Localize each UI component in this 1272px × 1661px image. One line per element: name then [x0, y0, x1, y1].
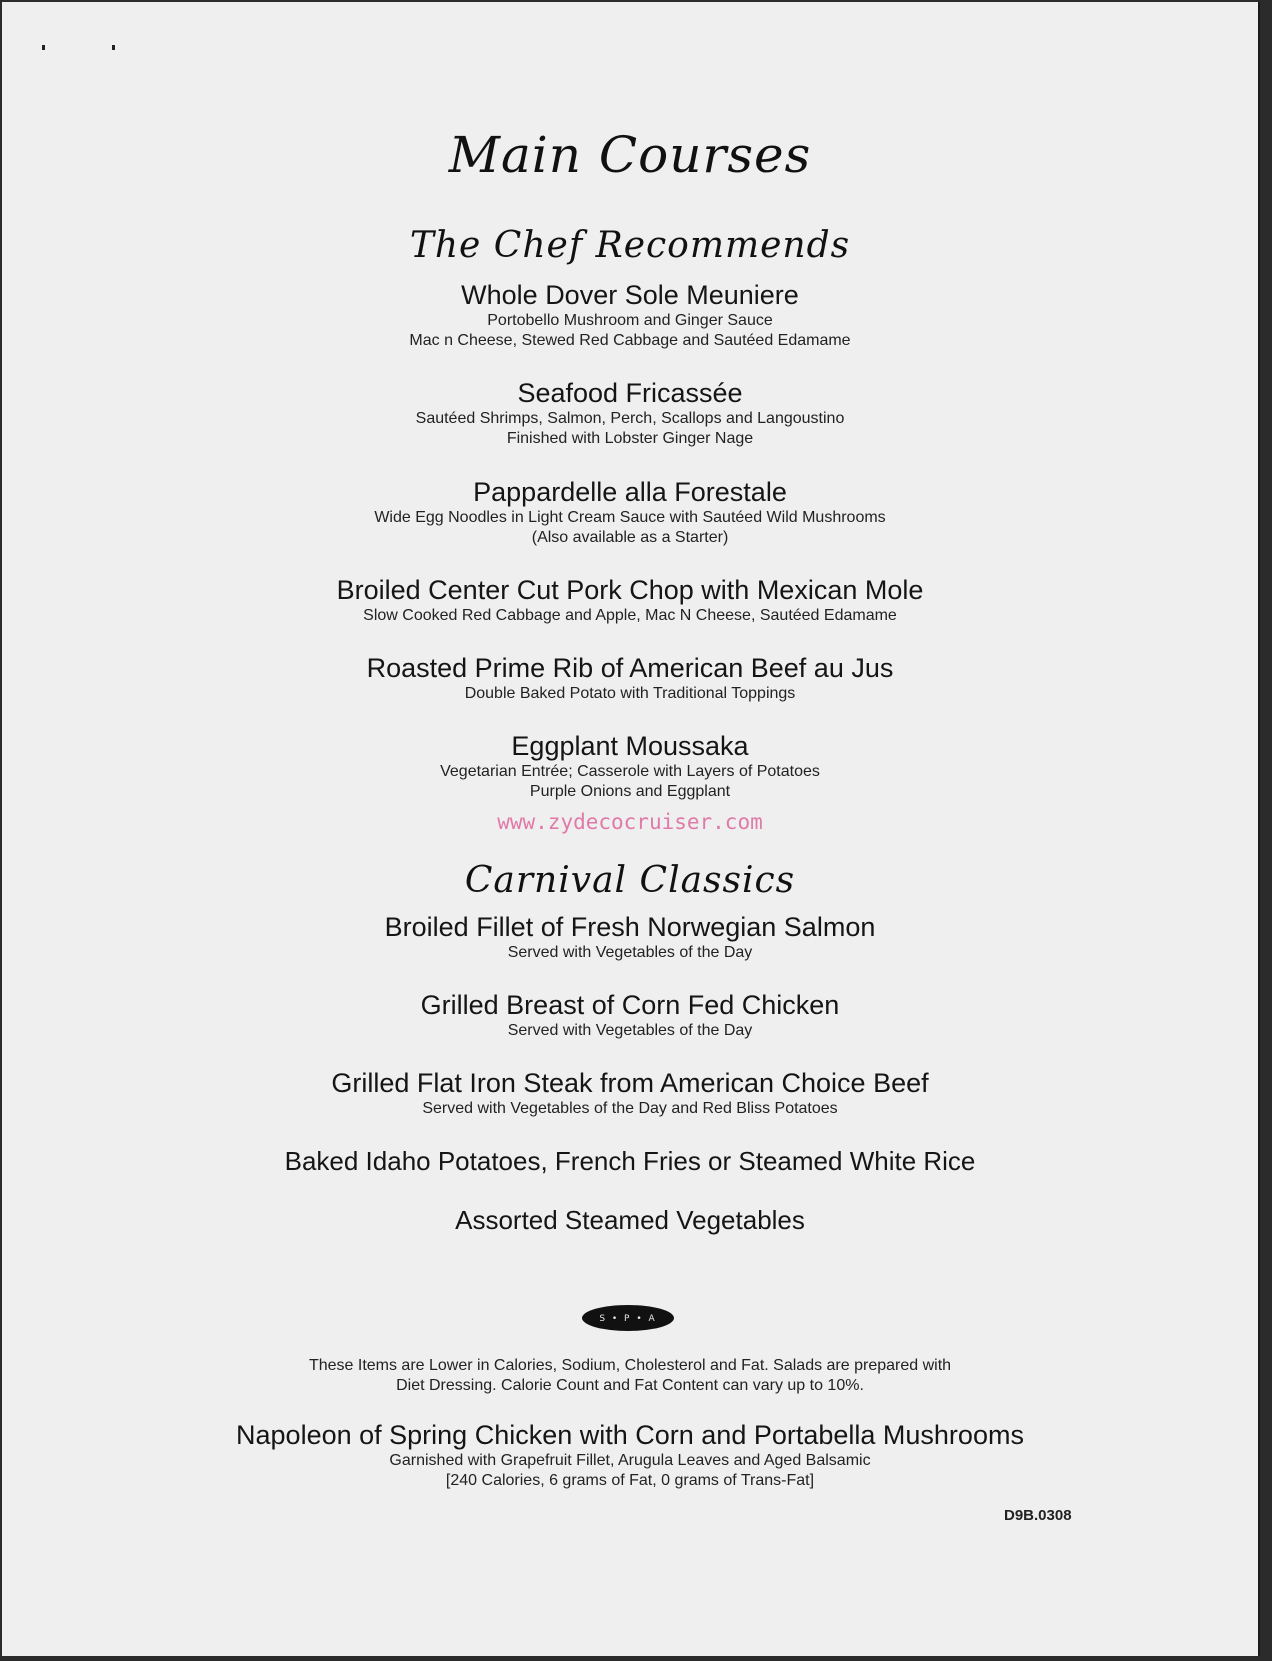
dish-name: Napoleon of Spring Chicken with Corn and Portabella Mushrooms: [236, 1420, 1024, 1450]
dish-description: Served with Vegetables of the Day: [507, 944, 753, 961]
menu-item: [2, 731, 1258, 802]
dish-name: Whole Dover Sole Meuniere: [461, 280, 799, 310]
spa-note: [2, 1356, 1258, 1396]
dish-description: Served with Vegetables of the Day and Red Bliss Potatoes: [422, 1100, 838, 1117]
dish-description: (Also available as a Starter): [531, 529, 729, 546]
menu-item: [2, 653, 1258, 704]
dish-description: [240 Calories, 6 grams of Fat, 0 grams of Trans-Fat]: [445, 1472, 815, 1489]
menu-item: [2, 280, 1258, 351]
spa-menu-item: [2, 1420, 1258, 1491]
dish-name: Broiled Center Cut Pork Chop with Mexican Mole: [336, 575, 924, 605]
spa-note-line: These Items are Lower in Calories, Sodium, Cholesterol and Fat. Salads are prepared with: [308, 1357, 952, 1374]
menu-item: [2, 990, 1258, 1041]
dish-description: Double Baked Potato with Traditional Toppings: [464, 685, 796, 702]
section-heading-chef: The Chef Recommends: [409, 225, 851, 266]
dish-description: Sautéed Shrimps, Salmon, Perch, Scallops and Langoustino: [415, 410, 845, 427]
dish-description: Mac n Cheese, Stewed Red Cabbage and Sautéed Edamame: [409, 332, 851, 349]
dish-name: Grilled Breast of Corn Fed Chicken: [420, 990, 840, 1020]
dish-description: Portobello Mushroom and Ginger Sauce: [487, 312, 773, 329]
dish-name: Roasted Prime Rib of American Beef au Jus: [366, 653, 894, 683]
menu-item: [2, 477, 1258, 548]
dish-description: Purple Onions and Eggplant: [529, 783, 731, 800]
page-title: Main Courses: [448, 126, 812, 184]
spa-note-line: Diet Dressing. Calorie Count and Fat Content can vary up to 10%.: [396, 1377, 864, 1394]
side-dish: Assorted Steamed Vegetables: [455, 1205, 805, 1235]
spa-logo: [581, 1304, 675, 1332]
dish-name: Broiled Fillet of Fresh Norwegian Salmon: [384, 912, 876, 942]
menu-item: [2, 1068, 1258, 1119]
dish-name: Seafood Fricassée: [517, 378, 743, 408]
scan-speck: [42, 45, 45, 50]
dish-description: Wide Egg Noodles in Light Cream Sauce with Sautéed Wild Mushrooms: [374, 509, 886, 526]
menu-item: [2, 912, 1258, 963]
watermark: www.zydecocruiser.com: [497, 810, 763, 834]
dish-name: Grilled Flat Iron Steak from American Choice Beef: [331, 1068, 929, 1098]
dish-description: Garnished with Grapefruit Fillet, Arugula Leaves and Aged Balsamic: [389, 1452, 871, 1469]
dish-name: Eggplant Moussaka: [511, 731, 749, 761]
menu-code: D9B.0308: [1004, 1507, 1072, 1524]
menu-page: [2, 2, 1260, 1656]
dish-description: Finished with Lobster Ginger Nage: [506, 430, 754, 447]
side-dish: Baked Idaho Potatoes, French Fries or Steamed White Rice: [284, 1146, 976, 1176]
section-heading-classics: Carnival Classics: [464, 860, 796, 901]
menu-item: [2, 575, 1258, 626]
spa-logo-text: S • P • A: [599, 1314, 657, 1324]
dish-description: Vegetarian Entrée; Casserole with Layers of Potatoes: [440, 763, 820, 780]
dish-description: Served with Vegetables of the Day: [507, 1022, 753, 1039]
menu-item: [2, 378, 1258, 449]
dish-description: Slow Cooked Red Cabbage and Apple, Mac N Cheese, Sautéed Edamame: [363, 607, 897, 624]
scan-speck: [112, 45, 115, 50]
dish-name: Pappardelle alla Forestale: [473, 477, 787, 507]
